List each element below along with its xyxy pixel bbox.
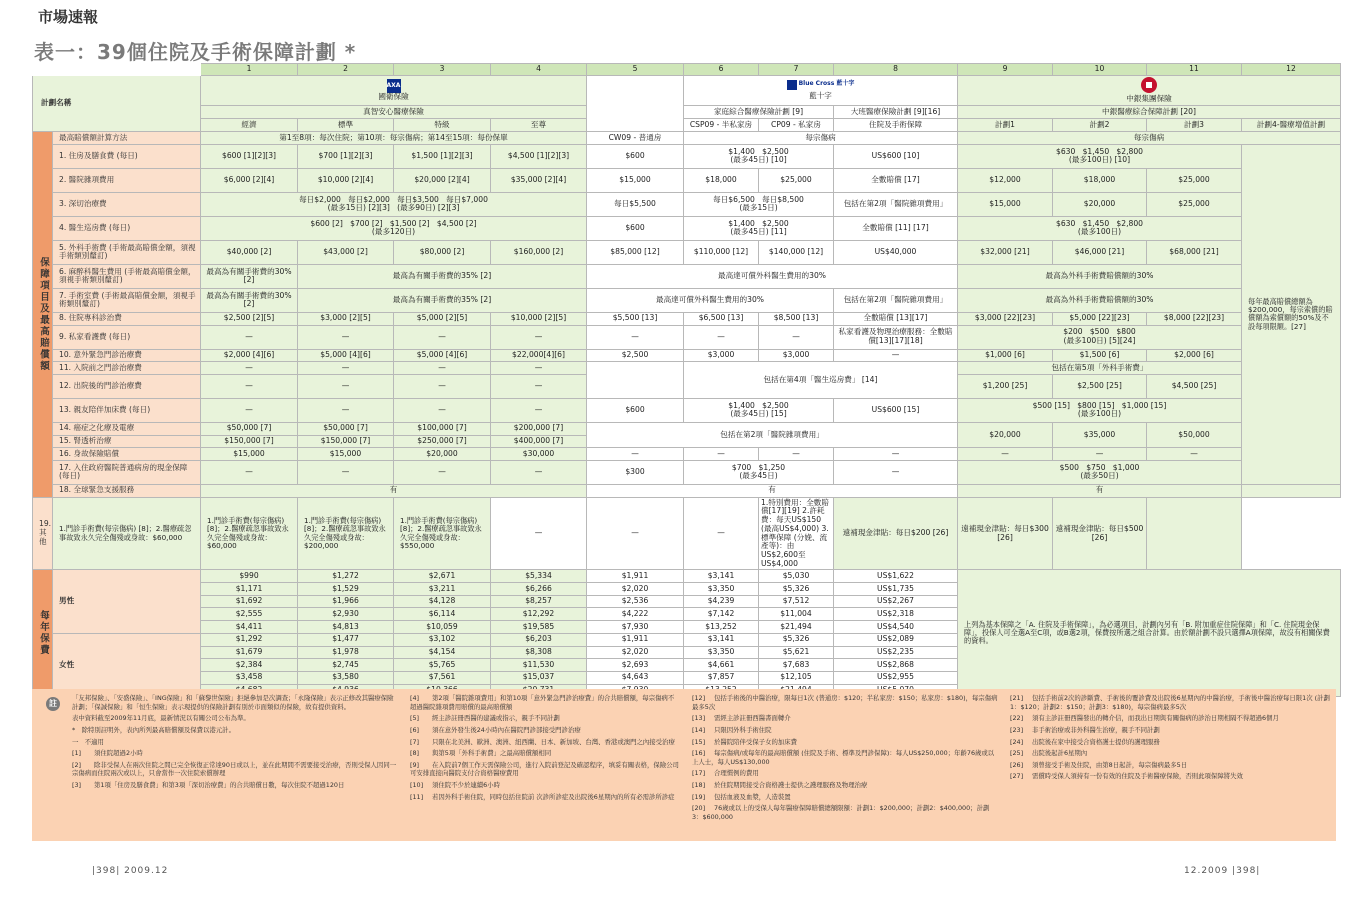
row-label: 13. 親友陪伴加床費 (每日) [53, 398, 201, 422]
row-label: 4. 醫生巡房費 (每日) [53, 216, 201, 240]
col-num: 6 [684, 64, 759, 76]
note-intro: 表中資料截至2009年11月底，最新情況以有關公司公布為準。 [72, 714, 250, 723]
boc-logo-cell: 中銀集團保險 [958, 75, 1341, 105]
note-item: [23] 非手術治療或非外科醫生治療，親手不同計劃 [1010, 725, 1160, 734]
row-label: 7. 手術室費 (手術最高賠償金額，須視手術類別釐訂) [53, 288, 201, 312]
row-label: 最高賠償額計算方法 [53, 132, 201, 145]
row-label: 6. 麻醉科醫生費用 (手術最高賠償金額，須視手術類別釐訂) [53, 264, 201, 288]
note-item: [12] 包括手術後的中醫治療，限每日1次 (普通房：$120；半私家房：$150；私家房：$180)，每宗傷病最多5次 [692, 694, 998, 711]
plan-tier: 計劃4-醫療增值計劃 [1242, 119, 1341, 132]
row-label: 18. 全球緊急支援服務 [53, 484, 201, 497]
row-label: 8. 住院專科診治費 [53, 312, 201, 325]
notes-col-3 [686, 689, 1004, 841]
note-item: [20] 76歲或以上的受保人每年醫療保障賠償總額限額：計劃1：$200,000；計劃2：$400,000；計劃3：$600,000 [692, 804, 990, 822]
plan-tier: CSP09 - 半私家房 [684, 119, 759, 132]
note-item: [25] 出院後起計6星期內 [1010, 749, 1088, 758]
bluecross-logo: Blue Cross 藍十字 [787, 80, 855, 90]
row-label: 17. 入住政府醫院普通病房的現金保障 (每日) [53, 460, 201, 484]
note-item: [1] 須住院超過2小時 [72, 749, 143, 758]
note-intro: 一 不適用 [72, 737, 104, 746]
note-item: [19] 包括血液及血漿，人造裝置 [692, 792, 791, 801]
col-num: 7 [759, 64, 834, 76]
bluecross-logo-cell: Blue Cross 藍十字 藍十字 [684, 75, 958, 105]
row-label: 9. 私家看護費 (每日) [53, 325, 201, 349]
row-label: 11. 入院前之門診治療費 [53, 362, 201, 375]
boc-logo [1141, 77, 1157, 93]
note-item: [7] 只限在北美洲、歐洲、澳洲、紐西蘭、日本、新加坡、台灣、香港或澳門之內接受治療 [410, 737, 675, 746]
row-label: 15. 腎透析治療 [53, 435, 201, 448]
table-title: 表一：39個住院及手術保障計劃 * [34, 40, 357, 64]
bc-plan-b: 大班醫療保險計劃 [9][16] [834, 106, 958, 119]
plan-tier: 計劃3 [1147, 119, 1242, 132]
category-premium: 每年保費 [33, 570, 53, 697]
section-title: 市場速報 [38, 8, 99, 26]
col-num: 3 [394, 64, 491, 76]
page-footer-right: 12.2009 |398| [1184, 866, 1261, 876]
row-label: 14. 癌症之化療及電療 [53, 422, 201, 435]
col-num: 1 [201, 64, 298, 76]
note-item: [16] 每宗傷病/或每年的最高賠償額 (住院及手術、標準及門診保障)：每人US$250,000；年齡76歲或以上人士，每人US$130,000 [692, 749, 995, 766]
note-item: [11] 若因外科手術住院，同時包括住院前 次診所診症及出院後6星期內的所有必需診所診症 [410, 792, 675, 801]
note-item: [15] 於醫院陪伴受保子女的加床費 [692, 737, 798, 746]
col12-note: 每年最高賠償總額為$200,000，每宗索償的賠償額為索償額的50%及不設每項限額。[27] [1242, 144, 1341, 484]
note-item: [24] 出院後在家中接受合資格護士提供的護理服務 [1010, 737, 1160, 746]
plan-tier: 計劃1 [958, 119, 1053, 132]
bc-plan-a: 家庭綜合醫療保險計劃 [9] [684, 106, 834, 119]
note-item: [22] 須有主診註冊西醫發出的轉介信，而我出日期與有關傷病的診治日期相隔不得超過6個月 [1010, 714, 1279, 723]
plan-tier: 經濟 [201, 119, 298, 132]
page-footer-left: |398| 2009.12 [92, 866, 169, 876]
axa-logo-cell: AXA 國衛保險 [201, 75, 587, 105]
row-label: 1. 住房及膳食費 (每日) [53, 144, 201, 168]
notes-col-4 [1004, 689, 1336, 841]
note-item: [9] 在入院前7個工作天需保險公司，進行入院前登記及確認程序，填妥有關表格，保險公司可安排直接向醫院支付合資格醫療費用 [410, 760, 679, 778]
plan-name-label: 計劃名稱 [33, 75, 201, 131]
notes-col-1 [32, 689, 404, 841]
axa-plan: 真智安心醫療保險 [201, 106, 587, 119]
row-label: 10. 意外緊急門診治療費 [53, 349, 201, 362]
note-item: [27] 需償時受保人須持有一份有效的住院及手術醫療保險，否則此項保障將失效 [1010, 772, 1243, 781]
gender-female: 女性 [53, 633, 201, 696]
note-item: [21] 包括手術前2次的診斷費、手術後的覆診費及出院後6星期內的中醫治療，手術後中醫治療每日限1次 (計劃1：$120；計劃2：$150；計劃3：$180)，每宗傷病最多5次 [1010, 694, 1330, 711]
boc-premium-note: 上列為基本保障之「A. 住院及手術保障」，為必選項目，計劃內另有「B. 附加重症住院保障」和「C. 住院現金保障」，投保人可全選A至C項，或B選2項，保費按所選之組合計算。由於額計劃不設只選擇A項保障，故沒有相關保費的資料。 [958, 570, 1341, 697]
note-item: [26] 須曾接受手術及住院，由第8日起計，每宗傷病最多5日 [1010, 760, 1188, 769]
note-item: [6] 須在意外發生後24小時內在醫院門診部接受門診治療 [410, 725, 581, 734]
note-item: [2] 除非受保人在兩次住院之間已完全恢復正常達90日或以上，並在此期間不需要接受治療，否則受保人因同一宗傷病而住院兩次或以上，只會當作一次住院索償辦理 [72, 760, 397, 778]
note-intro: 「友邦保險」、「安盛保險」、「ING保險」和「蘇黎世保險」拒絕參加是次調查；「永隆保險」表示正修改其醫療保險計劃；「保誠保險」和「恒生保險」表示現提供的保險計劃有別於市面類似的保險，故有提供資料。 [72, 694, 394, 711]
col-num: 9 [958, 64, 1053, 76]
note-item: [17] 合理慣例的費用 [692, 769, 759, 778]
col-num: 12 [1242, 64, 1341, 76]
col-num: 5 [587, 64, 684, 76]
col-num: 4 [491, 64, 587, 76]
note-item: [10] 須住院不少於連續6小時 [410, 781, 500, 790]
note-item: [14] 只限因外科手術住院 [692, 725, 772, 734]
note-item: [13] 需經主診註冊西醫書面轉介 [692, 714, 791, 723]
note-item: [18] 於住院期間接受合資格護士提供之護理服務及物理治療 [692, 781, 868, 790]
col-num: 2 [298, 64, 394, 76]
note-item: [8] 與第5項「外科手術費」之最高賠償額相同 [410, 749, 552, 758]
plan-tier: 住院及手術保障 [834, 119, 958, 132]
comparison-table: 1 2 3 4 5 6 7 8 9 10 11 12 計劃名稱 AXA 國衛保險 Blue Cross 藍十字 藍十字 中銀集團保險 真智安心醫療保險 家庭綜合醫療保險計劃 [9] 大班醫療保險計劃 [9][16] 中銀醫療綜合保障計劃 [20] 經濟 標準 特級 至尊 CSP09 - 半私家房 CP09 - 私家房 住院及手術保障 計劃1 計劃2 計劃3 計劃4-醫療增值計劃 保障項目及最高賠償額 最高賠償額計算方法 第1至8項：每次住院；第10項：每宗傷病；第14至15項：每份保單 CW09 - 普通房 每宗傷病 每宗傷病 1. 住房及膳食費 (每日) $600 [1][2][3] $700 [1][2][3] $1,500 [1][2][3] $4,500 [1][2][3] $600 $1,400 $2,500 (最多45日) [10] US$600 [10] $630 $1,450 $2,800 (最多100日) [10] 每年最高賠償總額為$200,000，每宗索償的賠償額為索償額的50%及不設每項限額。[27] 2. 醫院雜項費用 $6,000 [2][4] $10,000 [2][4] $20,000 [2][4] $35,000 [2][4] $15,000 $18,000 $25,000 全數賠償 [17] $12,000 $18,000 $25,000 3. 深切治療費 每日$2,000 每日$2,000 每日$3,500 每日$7,000 (最多15日) [2][3] (最多90日) [2][3] 每日$5,500 每日$6,500 每日$8,500 (最多15日) 包括在第2項「醫院雜項費用」 $15,000 $20,000 $25,000 4. 醫生巡房費 (每日) $600 [2] $700 [2] $1,500 [2] $4,500 [2] (最多120日) $600 $1,400 $2,500 (最多45日) [11] 全數賠償 [11] [17] $630 $1,450 $2,800 (最多100日) 5. 外科手術費 (手術最高賠償金額，須視手術類別釐訂) $40,000 [2] $43,000 [2] $80,000 [2] $160,000 [2] $85,000 [12] $110,000 [12] $140,000 [12] US$40,000 $32,000 [21] $46,000 [21] $68,000 [21] 6. 麻醉科醫生費用 (手術最高賠償金額，須視手術類別釐訂) 最高為有關手術費的30% [2] 最高為有關手術費的35% [2] 最高達可償外科醫生費用的30% 最高為外科手術費賠償額的30% 7. 手術室費 (手術最高賠償金額，須視手術類別釐訂) 最高為有關手術費的30% [2] 最高為有關手術費的35% [2] 最高達可償外科醫生費用的30% 包括在第2項「醫院雜項費用」 最高為外科手術費賠償額的30% 8. 住院專科診治費 $2,500 [2][5] $3,000 [2][5] $5,000 [2][5] $10,000 [2][5] $5,500 [13] $6,500 [13] $8,500 [13] 全數賠償 [13][17] $3,000 [22][23] $5,000 [22][23] $8,000 [22][23] 9. 私家看護費 (每日) — — — — — — — 私家看護及物理治療服務：全數賠償[13][17][18] $200 $500 $800 (最多100日) [5][24] 10. 意外緊急門診治療費 $2,000 [4][6] $5,000 [4][6] $5,000 [4][6] $22,000[4][6] $2,500 $3,000 $3,000 — $1,000 [6] $1,500 [6] $2,000 [6] 11. 入院前之門診治療費 — — — — 包括在第4項「醫生巡房費」 [14] 包括在第5項「外科手術費」 12. 出院後的門診治療費 — — — — $1,200 [25] $2,500 [25] $4,500 [25] 13. 親友陪伴加床費 (每日) — — — — $600 $1,400 $2,500 (最多45日) [15] US$600 [15] $500 [15] $800 [15] $1,000 [15] (最多100日) 14. 癌症之化療及電療 $50,000 [7] $50,000 [7] $100,000 [7] $200,000 [7] 包括在第2項「醫院雜項費用」 $20,000 $35,000 $50,000 15. 腎透析治療 $150,000 [7] $150,000 [7] $250,000 [7] $400,000 [7] 16. 身故保險賠償 $15,000 $15,000 $20,000 $30,000 — — — — — — — 17. 入住政府醫院普通病房的現金保障 (每日) — — — — $300 $700 $1,250 (最多45日) — $500 $750 $1,000 (最多50日) 18. 全球緊急支援服務 有 有 有 19. 其他 1.門診手術費(每宗傷病) [8]；2.醫療疏忽事故致永久完全傷殘或身故：$60,000 1.門診手術費(每宗傷病) [8]；2.醫療疏忽事故致永久完全傷殘或身故：$60,000 1.門診手術費(每宗傷病) [8]；2.醫療疏忽事故致永久完全傷殘或身故：$200,000 1.門診手術費(每宗傷病) [8]；2.醫療疏忽事故致永久完全傷殘或身故：$550,000 — — — 1.特別費用：全數賠償[17][19] 2.許耗費：每天US$150 (最高US$4,000) 3.標準保障 (分娩、流產等)：由US$2,600至US$4,000 遠補現金津貼：每日$200 [26] 遠補現金津貼：每日$300 [26] 遠補現金津貼：每日$500 [26] 每年保費 男性 $990 $1,272 $2,671 $5,334 $1,911 $3,141 $5,030 US$1,622 上列為基本保障之「A. 住院及手術保障」，為必選項目，計劃內另有「B. 附加重症住院保障」和「C. 住院現金保障」，投保人可全選A至C項，或B選2項，保費按所選之組合計算。由於額計劃不設只選擇A項保障，故沒有相關保費的資料。 $1,171 $1,529 $3,211 $6,266 $2,020 $3,350 $5,326 US$1,735 $1,692 $1,966 $4,128 $8,257 $2,536 $4,239 $7,512 US$2,267 $2,555 $2,930 $6,114 $12,292 $4,222 $7,142 $11,004 US$2,318 $4,411 $4,813 $10,059 $19,585 $7,930 $13,252 $21,494 US$4,540 女性 $1,292 $1,477 $3,102 $6,203 $1,911 $3,141 $5,326 US$2,089 $1,679 $1,978 $4,154 $8,308 $2,020 $3,350 $5,621 US$2,235 $2,384 $2,745 $5,765 $11,530 $2,693 $4,661 $7,683 US$2,868 $3,458 $3,580 $7,561 $15,037 $4,643 $7,857 $12,105 US$2,955 [32, 63, 1341, 697]
note-item: [5] 經主診註冊西醫的建議或指示，親手不同計劃 [410, 714, 560, 723]
row-label: 5. 外科手術費 (手術最高賠償金額，須視手術類別釐訂) [53, 240, 201, 264]
boc-plan: 中銀醫療綜合保障計劃 [20] [958, 106, 1341, 119]
plan-tier: 至尊 [491, 119, 587, 132]
plan-tier: 特級 [394, 119, 491, 132]
row-label: 19. 其他 [33, 497, 53, 570]
category-benefits: 保障項目及最高賠償額 [33, 132, 53, 498]
note-item: [3] 第1項「住房及膳食費」和第3項「深切治療費」的合共賠償日數，每次住院不超過120日 [72, 781, 345, 790]
row-label: 16. 身故保險賠償 [53, 448, 201, 461]
col-num: 11 [1147, 64, 1242, 76]
note-intro: * 除特別註明外，表內所列最高賠償額及保費以港元計。 [72, 725, 235, 734]
row-label: 3. 深切治療費 [53, 192, 201, 216]
col-num: 8 [834, 64, 958, 76]
plan-tier: 標準 [298, 119, 394, 132]
gender-male: 男性 [59, 596, 75, 606]
note-item: [4] 第2項「醫院雜項費用」和第10項「意外緊急門診治療費」的合共賠償額，每宗傷病不超過醫院雜項費用賠償的最高賠償額 [410, 694, 675, 711]
note-icon: 註 [46, 697, 60, 711]
plan-tier: CP09 - 私家房 [759, 119, 834, 132]
plan-tier: 計劃2 [1053, 119, 1147, 132]
row-label: 2. 醫院雜項費用 [53, 168, 201, 192]
footnotes [32, 689, 1336, 841]
row-label: 12. 出院後的門診治療費 [53, 374, 201, 398]
col-num: 10 [1053, 64, 1147, 76]
axa-logo: AXA [387, 79, 401, 93]
notes-col-2 [404, 689, 686, 841]
